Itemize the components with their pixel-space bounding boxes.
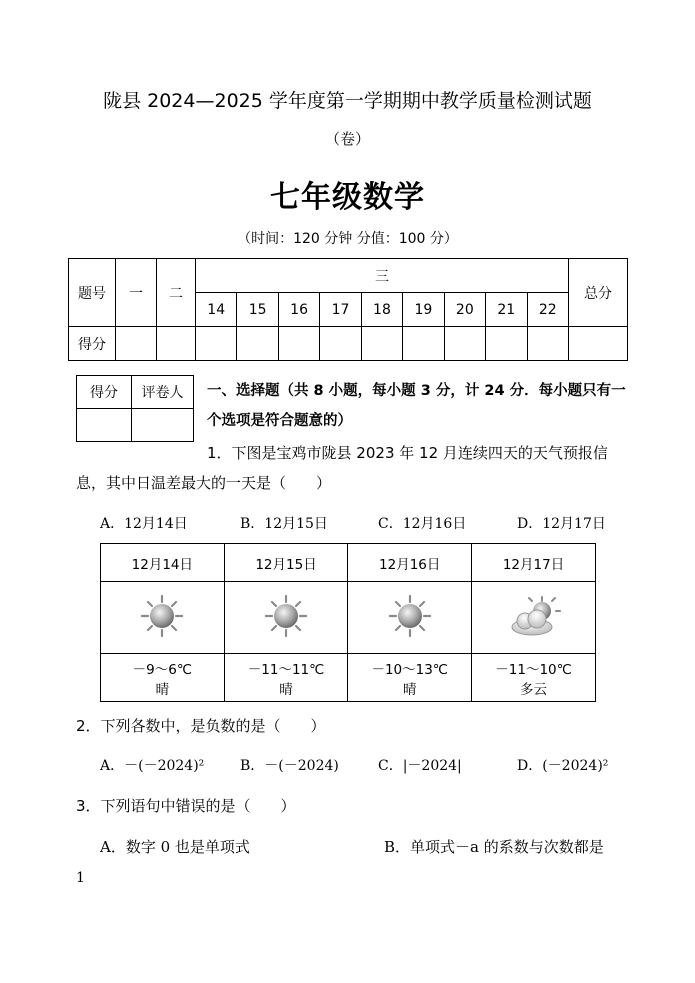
question-1-line2: 息，其中日温差最大的一天是（ ）	[76, 474, 332, 492]
score-cell[interactable]	[569, 327, 628, 361]
weather-date: 12月17日	[472, 544, 596, 582]
sub-col: 14	[196, 293, 237, 327]
page-number: 1	[76, 870, 85, 886]
score-cell[interactable]	[444, 327, 485, 361]
weather-date: 12月16日	[348, 544, 472, 582]
grader-score-label: 得分	[77, 376, 132, 409]
weather-temp: －9～6℃	[132, 661, 193, 678]
weather-temp: －11～11℃	[247, 661, 325, 678]
col-three: 三	[196, 259, 569, 293]
score-cell[interactable]	[527, 327, 569, 361]
sub-col: 18	[361, 293, 402, 327]
weather-icon-cell	[224, 582, 348, 654]
q3-option-b[interactable]: B．单项式－a 的系数与次数都是	[384, 838, 604, 856]
exam-subtitle: （卷）	[324, 130, 370, 148]
question-3: 3．下列语句中错误的是（ ）	[76, 797, 296, 815]
sub-col: 20	[444, 293, 485, 327]
score-cell[interactable]	[403, 327, 444, 361]
q2-option-a[interactable]: A．－(－2024)²	[100, 758, 205, 774]
sun-icon	[388, 594, 432, 638]
score-cell[interactable]	[196, 327, 237, 361]
exam-title: 陇县 2024—2025 学年度第一学期期中教学质量检测试题	[103, 90, 592, 112]
q2-option-c[interactable]: C．|－2024|	[378, 758, 462, 774]
weather-temp: －11～10℃	[495, 661, 572, 678]
col-total: 总分	[569, 259, 628, 327]
q3-option-a[interactable]: A．数字 0 也是单项式	[100, 838, 250, 856]
score-cell[interactable]	[361, 327, 402, 361]
weather-icon-cell	[348, 582, 472, 654]
weather-date: 12月14日	[101, 544, 225, 582]
time-info: （时间：120 分钟 分值：100 分）	[237, 231, 458, 247]
q1-option-c[interactable]: C．12月16日	[378, 516, 467, 532]
sub-col: 15	[237, 293, 278, 327]
weather-desc: 晴	[279, 681, 293, 698]
sub-col: 21	[486, 293, 527, 327]
col-two: 二	[157, 259, 196, 327]
score-cell[interactable]	[157, 327, 196, 361]
question-2: 2．下列各数中，是负数的是（ ）	[76, 717, 326, 735]
weather-desc: 晴	[402, 681, 417, 698]
q2-option-d[interactable]: D．(－2024)²	[517, 758, 609, 774]
section-heading: 一、选择题（共 8 小题，每小题 3 分，计 24 分．每小题只有一个选项是符合题意的）	[207, 383, 626, 429]
score-cell[interactable]	[486, 327, 527, 361]
weather-table	[100, 543, 596, 702]
col-one: 一	[116, 259, 157, 327]
sub-col: 22	[527, 293, 569, 327]
score-cell[interactable]	[278, 327, 319, 361]
sub-col: 19	[403, 293, 444, 327]
q1-option-a[interactable]: A．12月14日	[100, 516, 188, 532]
weather-desc: 多云	[520, 681, 548, 698]
q2-option-b[interactable]: B．－(－2024)	[240, 758, 339, 774]
q1-option-d[interactable]: D．12月17日	[517, 516, 606, 532]
sun-icon	[264, 594, 308, 638]
question-label: 题号	[69, 259, 116, 327]
weather-temp: －10～13℃	[371, 661, 448, 678]
subject-heading: 七年级数学	[270, 180, 425, 215]
question-1-line1: 1．下图是宝鸡市陇县 2023 年 12 月连续四天的天气预报信	[207, 444, 608, 462]
weather-icon-cell	[472, 582, 596, 654]
weather-info	[472, 654, 596, 702]
cloud-sun-icon	[506, 594, 562, 638]
grader-label: 评卷人	[132, 376, 194, 409]
q1-option-b[interactable]: B．12月15日	[240, 516, 328, 532]
score-cell[interactable]	[116, 327, 157, 361]
weather-date: 12月15日	[224, 544, 348, 582]
grader-name-cell[interactable]	[132, 409, 194, 442]
weather-info	[348, 654, 472, 702]
sun-icon	[140, 594, 184, 638]
sub-col: 17	[320, 293, 361, 327]
weather-info	[101, 654, 225, 702]
weather-icon-cell	[101, 582, 225, 654]
score-cell[interactable]	[237, 327, 278, 361]
weather-desc: 晴	[155, 681, 170, 698]
grader-score-cell[interactable]	[77, 409, 132, 442]
score-cell[interactable]	[320, 327, 361, 361]
grader-box	[76, 375, 194, 442]
sub-col: 16	[278, 293, 319, 327]
score-table	[68, 258, 628, 361]
weather-info	[224, 654, 348, 702]
score-label: 得分	[69, 327, 116, 361]
